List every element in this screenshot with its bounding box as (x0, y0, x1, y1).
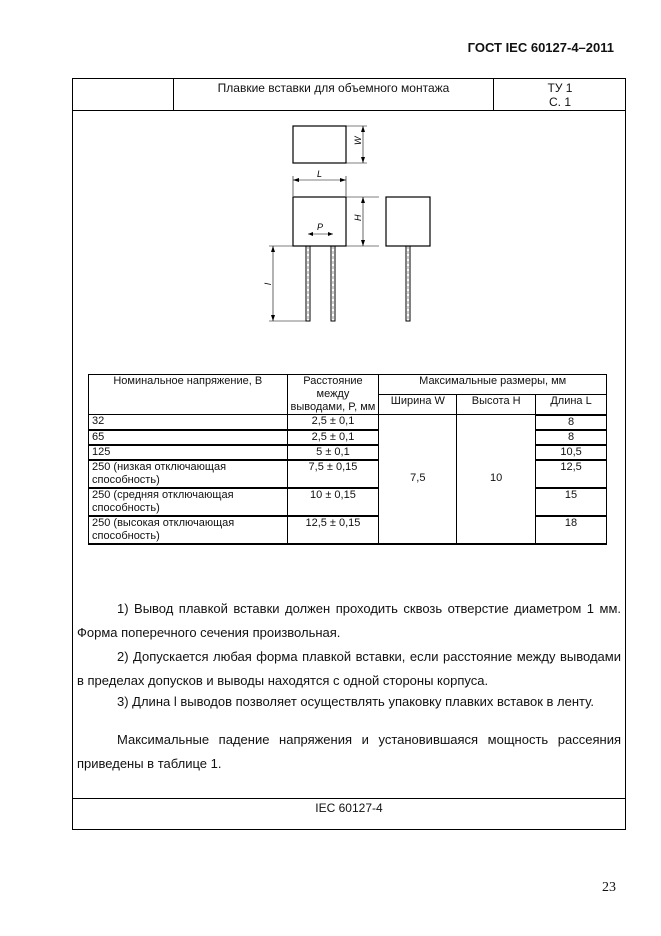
cell-length: 15 (536, 488, 607, 516)
header-length: Длина L (536, 394, 607, 414)
cell-voltage: 65 (89, 430, 288, 445)
footer-divider (73, 798, 625, 799)
cell-length: 18 (536, 516, 607, 544)
dimensions-table (88, 374, 607, 545)
dimension-label-l-upper: L (317, 169, 323, 179)
note-1-text: 1) Вывод плавкой вставки должен проходить сквозь отверстие диаметром 1 мм. Форма поперечного сечения произвольная. (77, 601, 621, 640)
sheet-code-line1: ТУ 1 (547, 81, 573, 95)
note-3-text: 3) Длина l выводов позволяет осуществлять упаковку плавких вставок в ленту. (117, 694, 594, 709)
side-view-body (386, 197, 430, 246)
header-height: Высота H (457, 394, 536, 414)
note-3 (77, 690, 621, 714)
dimension-label-p: P (317, 222, 324, 232)
dimension-label-w: W (353, 136, 363, 145)
note-2-text: 2) Допускается любая форма плавкой вставки, если расстояние между выводами в пределах допусков и выводы находятся с одной стороны корпуса. (77, 649, 621, 688)
fuse-dimension-drawing (255, 118, 455, 333)
cell-length: 8 (536, 415, 607, 430)
cell-height: 10 (457, 415, 536, 544)
cell-spacing: 5 ± 0,1 (287, 445, 379, 460)
cell-spacing: 2,5 ± 0,1 (287, 430, 379, 445)
cell-spacing: 2,5 ± 0,1 (287, 415, 379, 430)
cell-voltage: 250 (высокая отключающая способность) (89, 516, 288, 544)
sheet-code (494, 81, 626, 109)
sheet-title: Плавкие вставки для объемного монтажа (217, 81, 450, 95)
header-width: Ширина W (379, 394, 457, 414)
cell-voltage: 250 (низкая отключающая способность) (89, 460, 288, 488)
page-number: 23 (602, 880, 616, 895)
document-standard-header: ГОСТ IEC 60127-4–2011 (467, 40, 614, 55)
cell-spacing: 10 ± 0,15 (287, 488, 379, 516)
table-row (89, 415, 607, 430)
cell-spacing: 12,5 ± 0,15 (287, 516, 379, 544)
header-max-dimensions: Максимальные размеры, мм (379, 375, 607, 395)
cell-voltage: 125 (89, 445, 288, 460)
sheet-footer: IEC 60127-4 (315, 801, 383, 815)
paragraph-text: Максимальные падение напряжения и установившаяся мощность рассеяния приведены в таблице 1. (77, 732, 621, 771)
cell-length: 10,5 (536, 445, 607, 460)
top-view-body (293, 126, 346, 163)
note-1 (77, 597, 621, 645)
header-spacing: Расстояние между выводами, P, мм (287, 375, 379, 415)
cell-length: 12,5 (536, 460, 607, 488)
dimension-label-l-lower: l (263, 283, 273, 285)
dimension-label-h: H (353, 214, 363, 221)
cell-length: 8 (536, 430, 607, 445)
paragraph-table-reference (77, 728, 621, 776)
cell-spacing: 7,5 ± 0,15 (287, 460, 379, 488)
note-2 (77, 645, 621, 693)
cell-voltage: 250 (средняя отключающая способность) (89, 488, 288, 516)
cell-voltage: 32 (89, 415, 288, 430)
header-voltage: Номинальное напряжение, В (89, 375, 288, 415)
cell-width: 7,5 (379, 415, 457, 544)
sheet-code-line2: С. 1 (548, 95, 571, 109)
